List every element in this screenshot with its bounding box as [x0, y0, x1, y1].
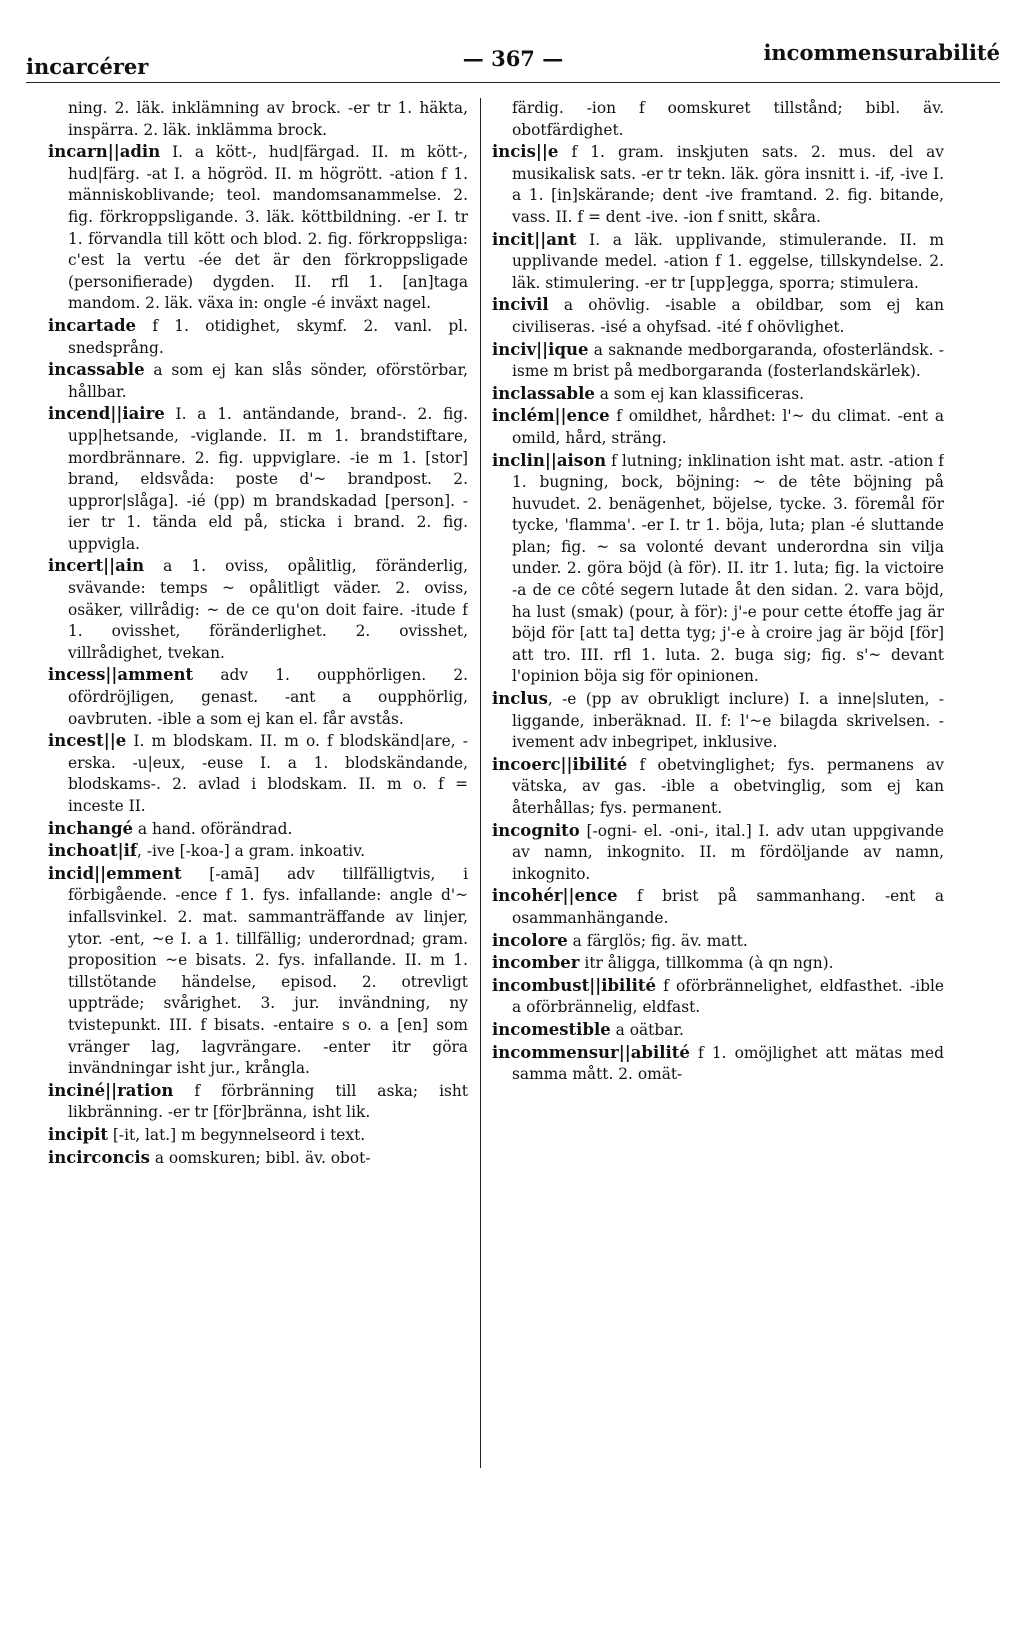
dictionary-entry [492, 688, 944, 754]
entry-headword: incassable [48, 360, 145, 380]
entry-definition: a ohövlig. -isable a obildbar, som ej kan civiliseras. -isé a ohyfsad. -ité f ohövlighet. [512, 296, 944, 336]
right-column [492, 98, 944, 1548]
entry-definition: a oätbar. [610, 1020, 684, 1039]
entry-headword: inclém||ence [492, 406, 610, 426]
entry-definition: , -e (pp av obrukligt inclure) I. a inne|sluten, -liggande, inberäknad. II. f: l'~e bilagda skrivelsen. -ivement adv inbegripet, inklusive. [512, 690, 944, 752]
entry-definition: I. a kött-, hud|färgad. II. m kött-, hud|färg. -at I. a högröd. II. m högrött. -ation f 1. människoblivande; teol. mandomsanammelse. 2. fig. förkroppsligande. 3. läk. köttbildning. -er I. tr 1. förvandla till kött och blod. 2. fig. förkroppsliga: c'est la vertu -ée det är den förkroppsligade (personifierade) dygden. II. rfl 1. [an]taga mandom. 2. läk. växa in: ongle -é inväxt nagel. [68, 143, 468, 313]
dictionary-entry [492, 450, 944, 689]
entry-headword: incoerc||ibilité [492, 754, 628, 774]
entry-headword: incartade [48, 315, 137, 335]
dictionary-entry [48, 403, 468, 555]
entry-definition: ning. 2. läk. inklämning av brock. -er tr 1. häkta, inspärra. 2. läk. inklämma brock. [68, 99, 468, 139]
entry-definition: f oförbrännelighet, eldfasthet. -ible a oförbrännelig, eldfast. [512, 976, 944, 1017]
entry-definition: färdig. -ion f oomskuret tillstånd; bibl. äv. obotfärdighet. [512, 99, 944, 139]
entry-definition: I. a 1. antändande, brand-. 2. fig. upp|hetsande, -viglande. II. m 1. brandstiftare, mordbrännare. 2. fig. uppviglare. -ie m 1. [stor] brand, eldsvåda: poste d'~ brandpost. 2. uppror|slåga]. -ié (pp) m brandskadad [person]. -ier tr 1. tända eld på, sticka i brand. 2. fig. uppvigla. [68, 405, 468, 553]
dictionary-entry [492, 383, 944, 406]
header-rule [26, 82, 1000, 83]
entry-definition: f omildhet, hårdhet: l'~ du climat. -ent a omild, hård, sträng. [512, 407, 944, 447]
dictionary-entry [48, 315, 468, 359]
entry-headword: incis||e [492, 142, 559, 162]
entry-definition: adv 1. oupphörligen. 2. ofördröjligen, genast. -ant a oupphörlig, oavbruten. -ible a som ej kan el. får avstås. [68, 666, 468, 728]
entry-definition: f förbränning till aska; isht likbränning. -er tr [för]bränna, isht lik. [68, 1081, 468, 1122]
header-last-word: incommensurabilité [763, 40, 1000, 65]
entry-definition: a färglös; fig. äv. matt. [567, 931, 748, 950]
entry-headword: incid||emment [48, 863, 182, 883]
dictionary-entry [492, 405, 944, 449]
dictionary-entry [492, 339, 944, 383]
entry-headword: inciv||ique [492, 339, 589, 359]
entry-definition: I. m blodskam. II. m o. f blodskänd|are, -erska. -u|eux, -euse I. a 1. blodskändande, blodskams-. 2. avlad i blodskam. II. m o. f = inceste II. [68, 732, 468, 815]
entry-headword: inciné||ration [48, 1080, 174, 1100]
entry-headword: incess||amment [48, 665, 194, 685]
entry-headword: incohér||ence [492, 886, 618, 906]
entry-definition: f 1. otidighet, skymf. 2. vanl. pl. snedsprång. [68, 316, 468, 357]
entry-definition: I. a läk. upplivande, stimulerande. II. m upplivande medel. -ation f 1. eggelse, tillskyndelse. 2. läk. stimulering. -er tr [upp]egga, sporra; stimulera. [512, 230, 944, 292]
entry-headword: incognito [492, 820, 580, 840]
entry-definition: , -ive [-koa-] a gram. inkoativ. [137, 842, 365, 861]
entry-headword: inclus [492, 689, 548, 709]
page-number: — 367 — [462, 46, 564, 71]
entry-headword: incipit [48, 1124, 109, 1144]
entry-definition: f lutning; inklination isht mat. astr. -ation f 1. bugning, bock, böjning: ~ de tête böjning på huvudet. 2. benägenhet, böjelse, tycke. 3. föremål för tycke, 'flamma'. -er I. tr 1. böja, luta; plan -é sluttande plan; fig. ~ sa volonté devant underordna sin vilja under. 2. göra böjd (à för). II. itr 1. luta; fig. la victoire -a de ce côté segern lutade åt den sidan. 2. vara böjd, ha lust (smak) (pour, à för): j'-e pour cette étoffe jag är böjd för [att ta] detta tyg; j'-e à croire jag är böjd [för] att tro. III. rfl 1. luta. 2. buga sig; fig. s'~ devant l'opinion böja sig för opinionen. [512, 451, 944, 686]
dictionary-entry [492, 952, 944, 975]
dictionary-entry [492, 975, 944, 1019]
dictionary-entry [492, 1042, 944, 1086]
entry-headword: incolore [492, 930, 568, 950]
entry-headword: incert||ain [48, 556, 145, 576]
entry-headword: incivil [492, 295, 549, 315]
left-column [48, 98, 468, 1548]
entry-headword: incomestible [492, 1019, 611, 1039]
entry-headword: inclassable [492, 383, 595, 403]
entry-headword: inchoat|if [48, 841, 137, 861]
entry-headword: incirconcis [48, 1147, 150, 1167]
entry-definition: itr åligga, tillkomma (à qn ngn). [579, 954, 834, 973]
entry-definition: a saknande medborgaranda, ofosterländsk. -isme m brist på medborgaranda (fosterlandskärlek). [512, 340, 944, 381]
dictionary-entry [48, 818, 468, 841]
dictionary-entry [492, 820, 944, 886]
dictionary-entry [492, 754, 944, 820]
dictionary-entry [48, 98, 468, 141]
entry-definition: f 1. gram. inskjuten sats. 2. mus. del av musikalisk sats. -er tr tekn. läk. göra insnitt i. -if, -ive I. a 1. [in]skärande; dent -ive framtand. 2. fig. bitande, vass. II. f = dent -ive. -ion f snitt, skåra. [512, 143, 944, 226]
entry-definition: a hand. oförändrad. [133, 819, 293, 838]
entry-headword: incombust||ibilité [492, 975, 656, 995]
entry-definition: a som ej kan klassificeras. [594, 384, 804, 403]
dictionary-entry [48, 555, 468, 664]
entry-definition: f brist på sammanhang. -ent a osammanhängande. [512, 887, 944, 927]
entry-definition: f obetvinglighet; fys. permanens av vätska, av gas. -ible a obetvinglig, som ej kan återhållas; fys. permanent. [512, 755, 944, 817]
dictionary-entry [492, 930, 944, 953]
entry-definition: a oomskuren; bibl. äv. obot- [149, 1148, 371, 1167]
entry-headword: incend||iaire [48, 404, 165, 424]
page-header [26, 40, 1000, 80]
entry-definition: [-it, lat.] m begynnelseord i text. [108, 1125, 366, 1144]
dictionary-entry [492, 141, 944, 228]
dictionary-entry [48, 840, 468, 863]
dictionary-entry [48, 863, 468, 1080]
dictionary-entry [48, 1124, 468, 1147]
entry-headword: incest||e [48, 731, 127, 751]
entry-headword: inchangé [48, 818, 134, 838]
entry-definition: [-amā] adv tillfälligtvis, i förbigående. -ence f 1. fys. infallande: angle d'~ infallsvinkel. 2. mat. sammanträffande av linjer, ytor. -ent, ~e I. a 1. tillfällig; underordnad; gram. proposition ~e bisats. 2. fys. infallande. II. m 1. tillstötande händelse, episod. 2. otrevligt uppträde; svårighet. 3. jur. invändning, ny tvistepunkt. III. f bisats. -entaire s o. a [en] som vränger lag, lagvrängare. -enter itr göra invändningar isht jur., krångla. [68, 864, 468, 1078]
dictionary-entry [492, 229, 944, 295]
dictionary-entry [492, 98, 944, 141]
entry-headword: incit||ant [492, 229, 577, 249]
dictionary-entry [48, 359, 468, 403]
dictionary-entry [492, 885, 944, 929]
entry-definition: [-ogni- el. -oni-, ital.] I. adv utan uppgivande av namn, inkognito. II. m fördöljande av namn, inkognito. [512, 821, 944, 883]
header-first-word: incarcérer [26, 54, 149, 79]
dictionary-entry [48, 1080, 468, 1124]
entry-headword: incommensur||abilité [492, 1042, 690, 1062]
entry-definition: f 1. omöjlighet att mätas med samma mått. 2. omät- [512, 1043, 944, 1084]
entry-definition: a som ej kan slås sönder, oförstörbar, hållbar. [68, 361, 468, 401]
column-divider [480, 98, 481, 1468]
entry-headword: incarn||adin [48, 142, 161, 162]
dictionary-entry [48, 1147, 468, 1170]
dictionary-entry [48, 730, 468, 817]
dictionary-entry [492, 294, 944, 338]
entry-headword: inclin||aison [492, 450, 607, 470]
entry-definition: a 1. oviss, opålitlig, föränderlig, svävande: temps ~ opålitligt väder. 2. oviss, osäker, villrådig: ~ de ce qu'on doit faire. -itude f 1. ovisshet, föränderlighet. 2. ovisshet, villrådighet, tvekan. [68, 557, 468, 662]
dictionary-entry [492, 1019, 944, 1042]
dictionary-entry [48, 141, 468, 315]
dictionary-entry [48, 664, 468, 730]
entry-headword: incomber [492, 953, 580, 973]
